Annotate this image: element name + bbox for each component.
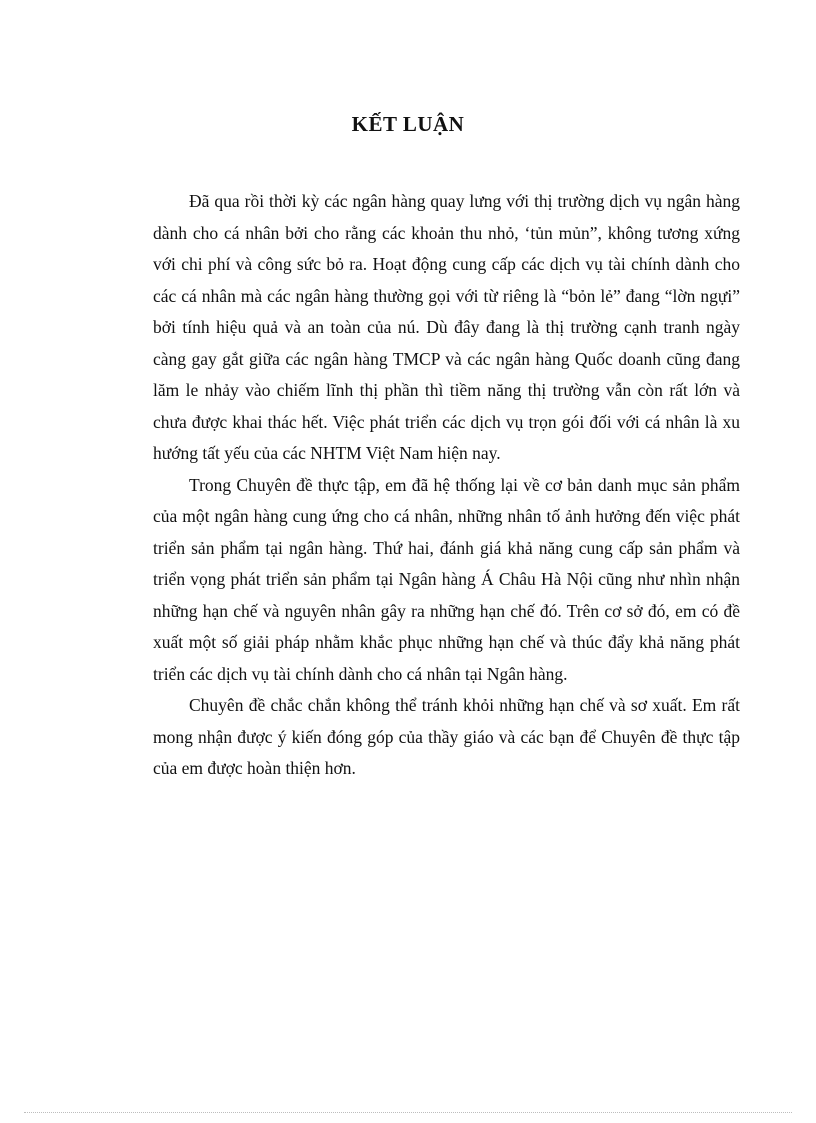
paragraph-3: Chuyên đề chắc chắn không thể tránh khỏi những hạn chế và sơ xuất. Em rất mong nhận được ý kiến đóng góp của thầy giáo và các bạn để Chuyên đề thực tập của em được hoàn thiện hơn. (153, 695, 740, 778)
paragraph-1: Đã qua rồi thời kỳ các ngân hàng quay lưng với thị trường dịch vụ ngân hàng dành cho cá nhân bởi cho rằng các khoản thu nhỏ, ‘tủn mủn”, không tương xứng với chi phí và công sức bỏ ra. Hoạt động cung cấp các dịch vụ tài chính dành cho các cá nhân mà các ngân hàng thường gọi với từ riêng là “bỏn lẻ” đang “lờn ngựi” bởi tính hiệu quả và an toàn của nú. Dù đây đang là thị trường cạnh tranh ngày càng gay gắt giữa các ngân hàng TMCP và các ngân hàng Quốc doanh cũng đang lăm le nhảy vào chiếm lĩnh thị phần thì tiềm năng thị trường vẫn còn rất lớn và chưa được khai thác hết. Việc phát triển các dịch vụ trọn gói đối với cá nhân là xu hướng tất yếu của các NHTM Việt Nam hiện nay. (153, 191, 740, 463)
page-bottom-divider (24, 1112, 792, 1113)
page-title: KẾT LUẬN (351, 112, 465, 136)
paragraph-2: Trong Chuyên đề thực tập, em đã hệ thống lại về cơ bản danh mục sản phẩm của một ngân hàng cung ứng cho cá nhân, những nhân tố ảnh hưởng đến việc phát triển sản phẩm tại ngân hàng. Thứ hai, đánh giá khả năng cung cấp sản phẩm và triển vọng phát triển sản phẩm tại Ngân hàng Á Châu Hà Nội cũng như nhìn nhận những hạn chế và nguyên nhân gây ra những hạn chế đó. Trên cơ sở đó, em có đề xuất một số giải pháp nhằm khắc phục những hạn chế và thúc đẩy khả năng phát triển các dịch vụ tài chính dành cho cá nhân tại Ngân hàng. (153, 474, 740, 684)
body-text (153, 186, 740, 785)
